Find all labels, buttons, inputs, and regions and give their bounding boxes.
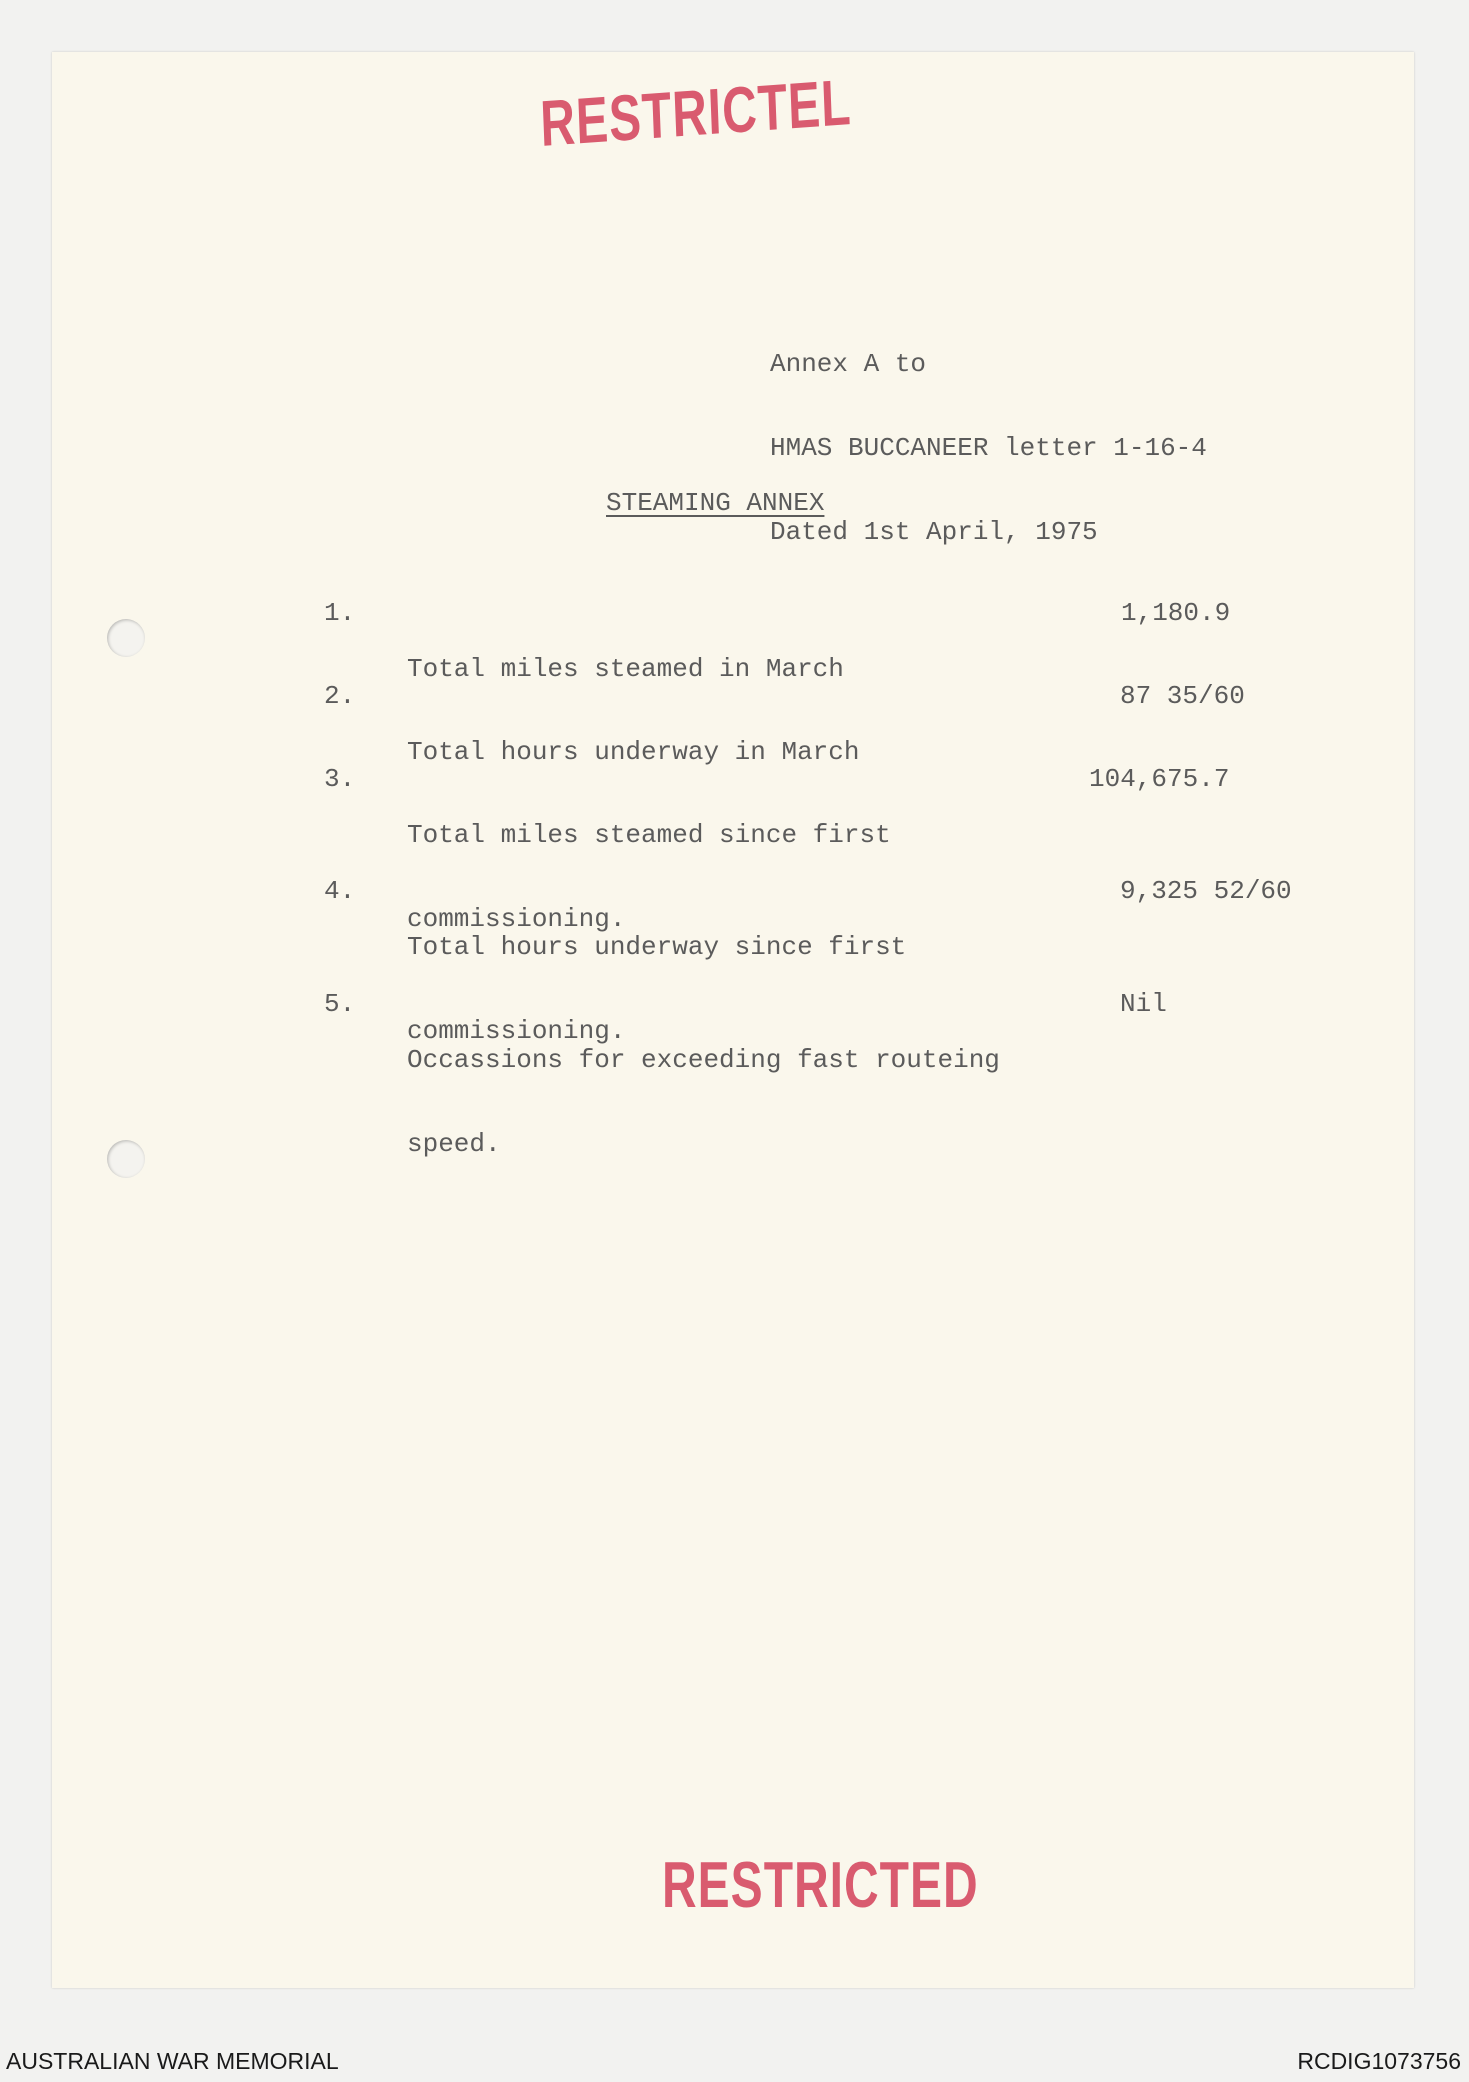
item-value: 9,325 52/60 xyxy=(1120,876,1292,906)
item-description-line: Total hours underway in March xyxy=(407,737,860,767)
item-description-line: Total miles steamed in March xyxy=(407,654,844,684)
document-page xyxy=(52,52,1414,1988)
item-number: 3. xyxy=(324,764,356,794)
reference-date: Dated 1st April, 1975 xyxy=(770,517,1098,547)
item-number: 1. xyxy=(324,598,356,628)
item-value: 1,180.9 xyxy=(1121,598,1231,628)
item-number: 4. xyxy=(324,876,356,906)
item-number: 5. xyxy=(324,989,356,1019)
item-description-line: Total hours underway since first xyxy=(407,932,907,962)
reference-annex: Annex A to xyxy=(770,349,927,379)
archive-id: RCDIG1073756 xyxy=(1297,2048,1461,2074)
restricted-stamp-bottom: RESTRICTED xyxy=(662,1850,979,1922)
item-description-line: commissioning. xyxy=(407,904,626,934)
reference-block xyxy=(770,294,1207,602)
reference-letter: HMAS BUCCANEER letter 1-16-4 xyxy=(770,433,1207,463)
item-description xyxy=(407,990,1000,1214)
item-value: Nil xyxy=(1120,989,1167,1019)
item-description-line: Total miles steamed since first xyxy=(407,820,891,850)
list-item xyxy=(52,989,1414,1159)
item-description-line: Occassions for exceeding fast routeing xyxy=(407,1045,1000,1075)
restricted-stamp-top: RESTRICTEL xyxy=(539,67,853,161)
item-description-line: speed. xyxy=(407,1129,501,1159)
item-number: 2. xyxy=(324,681,356,711)
archive-credit: AUSTRALIAN WAR MEMORIAL xyxy=(6,2048,339,2074)
punch-hole xyxy=(107,619,145,657)
item-value: 87 35/60 xyxy=(1120,681,1245,711)
page-title: STEAMING ANNEX xyxy=(606,488,825,518)
item-description-line: commissioning. xyxy=(407,1016,626,1046)
item-value: 104,675.7 xyxy=(1089,764,1230,794)
punch-hole xyxy=(107,1140,145,1178)
